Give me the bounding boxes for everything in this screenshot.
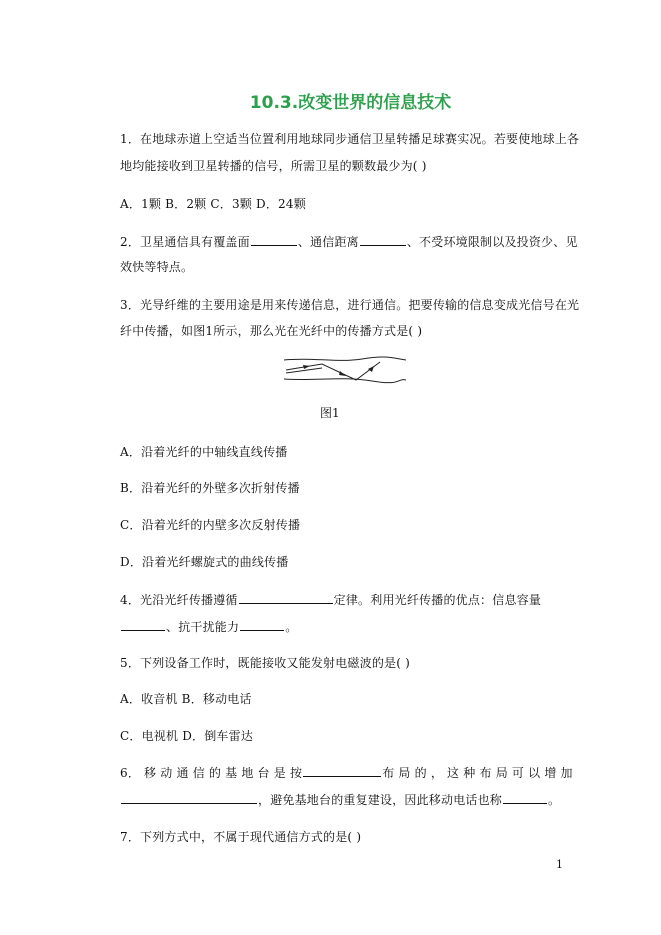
q3-option-d: D．沿着光纤螺旋式的曲线传播 (120, 555, 289, 569)
q4-blank-anti-interference[interactable] (240, 629, 284, 631)
q6-stem-line1 (120, 764, 573, 781)
q6-text-a: 6． 移 动 通 信 的 基 地 台 是 按 (120, 766, 303, 780)
q2-blank-coverage[interactable] (251, 244, 297, 246)
q4-blank-law[interactable] (239, 602, 333, 604)
q4-stem-line1 (120, 591, 541, 608)
q4-text-b: 定律。利用光纤传播的优点：信息容量 (333, 593, 542, 607)
q4-text-a: 4．光沿光纤传播遵循 (120, 593, 238, 607)
q5-stem: 5．下列设备工作时，既能接收又能发射电磁波的是( ) (120, 656, 411, 670)
q2-text-b: 、通信距离 (297, 235, 359, 249)
q3-option-a: A．沿着光纤的中轴线直线传播 (120, 445, 288, 459)
q2-stem-line2: 效快等特点。 (120, 260, 194, 274)
q6-stem-line2 (120, 791, 560, 808)
q5-options-ab: A．收音机 B．移动电话 (120, 692, 252, 706)
q4-stem-line2 (120, 618, 297, 635)
q6-blank-increase[interactable] (121, 802, 257, 804)
q2-text-a: 2．卫星通信具有覆盖面 (120, 235, 250, 249)
fiber-lower-wall (284, 379, 406, 383)
q1-stem-line2: 地均能接收到卫星转播的信号，所需卫星的颗数最少为( ) (120, 159, 427, 173)
ray-arrow-3 (368, 366, 374, 372)
q3-stem-line2: 纤中传播，如图1所示，那么光在光纤中的传播方式是( ) (120, 324, 423, 338)
ray-arrow-1 (303, 365, 310, 369)
q6-text-d: 。 (548, 793, 561, 807)
q2-text-c: 、不受环境限制以及投资少、见 (406, 235, 578, 249)
q6-text-c: ，避免基地台的重复建设，因此移动电话也称 (258, 793, 503, 807)
q2-stem-line1 (120, 233, 578, 250)
optical-fiber-diagram (282, 354, 408, 388)
ray-arrow-2 (339, 371, 346, 376)
page-number: 1 (556, 858, 563, 871)
q4-text-c: 、抗干扰能力 (166, 620, 240, 634)
q7-stem: 7．下列方式中，不属于现代通信方式的是( ) (120, 830, 362, 844)
q4-blank-capacity[interactable] (121, 629, 165, 631)
q6-blank-layout[interactable] (303, 775, 381, 777)
q6-text-b: 布 局 的 ， 这 种 布 局 可 以 增 加 (382, 766, 573, 780)
q5-options-cd: C．电视机 D．倒车雷达 (120, 729, 254, 743)
q2-blank-distance[interactable] (360, 244, 406, 246)
q1-stem-line1: 1．在地球赤道上空适当位置利用地球同步通信卫星转播足球赛实况。若要使地球上各 (120, 132, 580, 146)
q3-stem-line1: 3．光导纤维的主要用途是用来传递信息，进行通信。把要传输的信息变成光信号在光 (120, 298, 580, 312)
q6-blank-name[interactable] (503, 802, 547, 804)
q3-option-c: C．沿着光纤的内壁多次反射传播 (120, 518, 301, 532)
fiber-upper-wall (284, 357, 406, 360)
page-title: 10.3.改变世界的信息技术 (249, 93, 452, 113)
q1-options: A．1颗 B．2颗 C．3颗 D．24颗 (120, 197, 306, 211)
q4-text-d: 。 (285, 620, 298, 634)
figure-caption: 图1 (320, 406, 340, 420)
q3-option-b: B．沿着光纤的外壁多次折射传播 (120, 481, 300, 495)
